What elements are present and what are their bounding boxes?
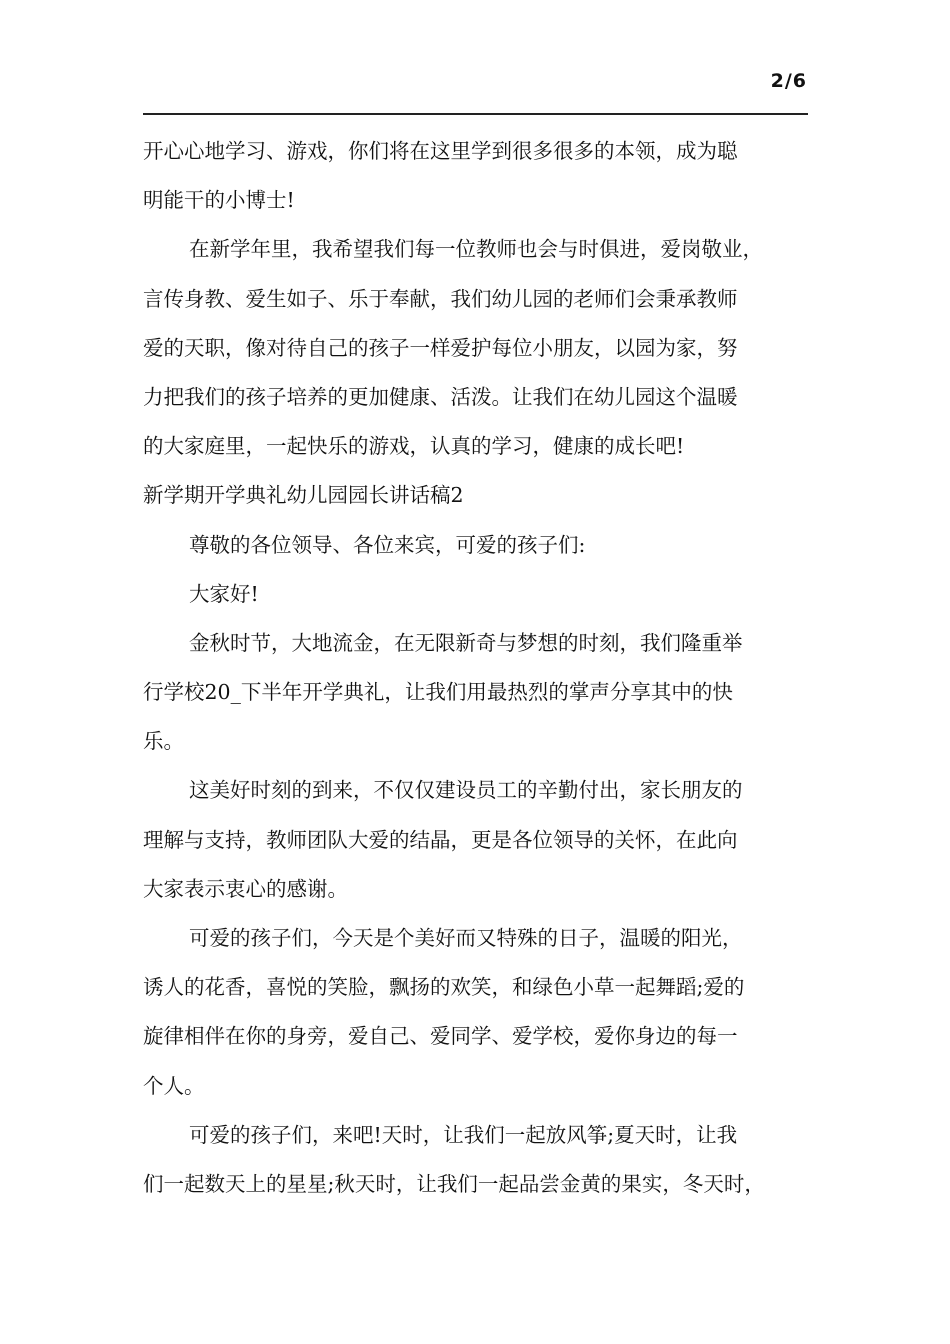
text-line: 的大家庭里，一起快乐的游戏，认真的学习，健康的成长吧!	[143, 434, 685, 459]
text-line: 明能干的小博士!	[143, 188, 295, 213]
text-line: 言传身教、爱生如子、乐于奉献，我们幼儿园的老师们会秉承教师	[143, 286, 738, 311]
page-number: 2/6	[770, 70, 807, 92]
text-line: 个人。	[143, 1073, 205, 1098]
text-line: 们一起数天上的星星;秋天时，让我们一起品尝金黄的果实，冬天时，	[143, 1171, 765, 1196]
text-line: 金秋时节，大地流金，在无限新奇与梦想的时刻，我们隆重举	[189, 630, 743, 655]
text-line: 开心心地学习、游戏，你们将在这里学到很多很多的本领，成为聪	[143, 139, 738, 163]
text-line: 可爱的孩子们，今天是个美好而又特殊的日子，温暖的阳光，	[189, 926, 743, 950]
text-line: 在新学年里，我希望我们每一位教师也会与时俱进，爱岗敬业，	[189, 237, 763, 262]
text-line: 诱人的花香，喜悦的笑脸，飘扬的欢笑，和绿色小草一起舞蹈;爱的	[143, 975, 745, 1000]
text-line: 理解与支持，教师团队大爱的结晶，更是各位领导的关怀，在此向	[143, 827, 738, 852]
text-line: 力把我们的孩子培养的更加健康、活泼。让我们在幼儿园这个温暖	[143, 384, 738, 409]
text-line: 尊敬的各位领导、各位来宾，可爱的孩子们:	[189, 532, 586, 557]
text-line: 旋律相伴在你的身旁，爱自己、爱同学、爱学校，爱你身边的每一	[143, 1024, 738, 1049]
text-line: 行学校20_下半年开学典礼，让我们用最热烈的掌声分享其中的快	[143, 680, 733, 705]
section-title: 新学期开学典礼幼儿园园长讲话稿2	[143, 483, 464, 508]
document-body	[143, 127, 823, 1209]
text-line: 乐。	[143, 729, 184, 754]
text-line: 这美好时刻的到来，不仅仅建设员工的辛勤付出，家长朋友的	[189, 778, 743, 803]
text-line: 可爱的孩子们，来吧!天时，让我们一起放风筝;夏天时，让我	[189, 1122, 738, 1147]
header-divider	[143, 113, 808, 115]
text-line: 大家表示衷心的感谢。	[143, 876, 348, 901]
text-line: 大家好!	[189, 581, 259, 606]
text-line: 爱的天职，像对待自己的孩子一样爱护每位小朋友，以园为家，努	[143, 335, 738, 360]
